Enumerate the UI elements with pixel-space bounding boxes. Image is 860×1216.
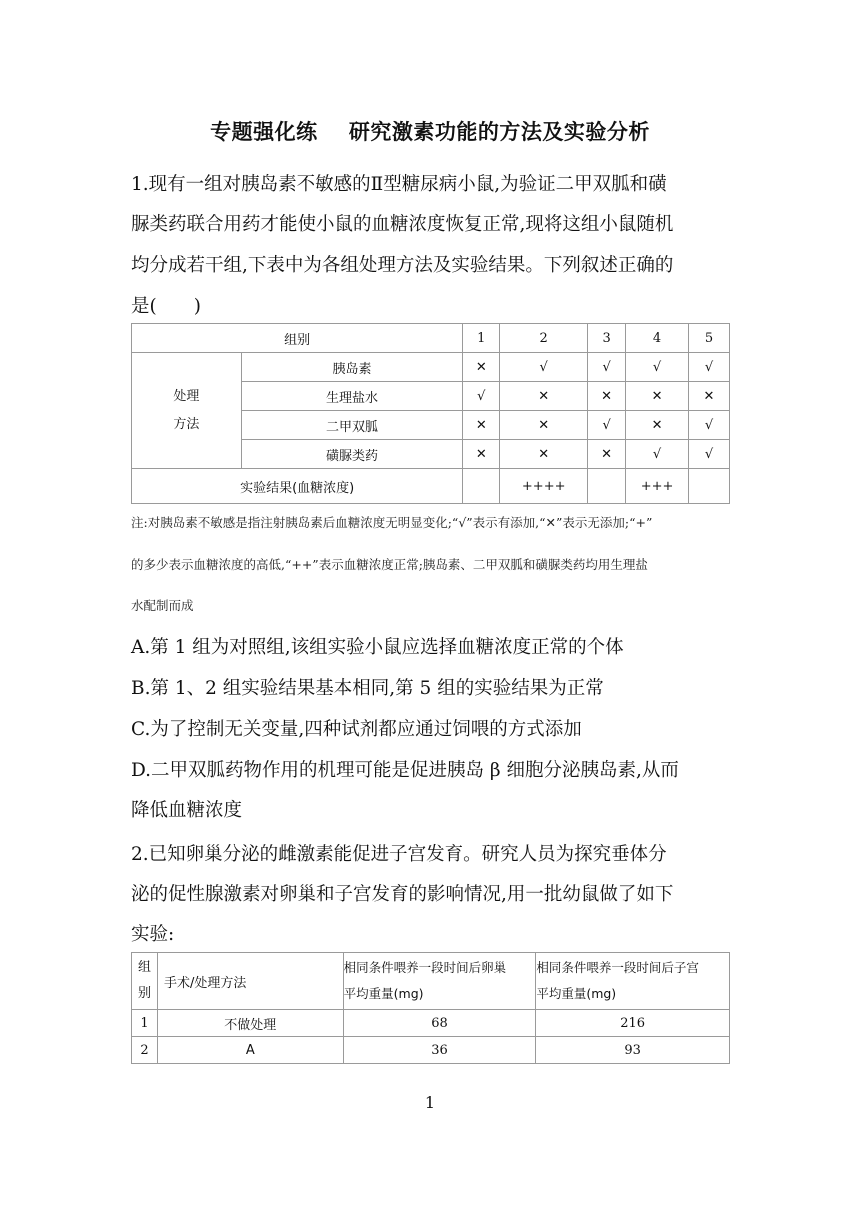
table-cell: ✕ <box>588 440 626 469</box>
q1-option-a: A.第 1 组为对照组,该组实验小鼠应选择血糖浓度正常的个体 <box>131 637 624 658</box>
treatment-label-line-1: 处理 <box>173 388 200 404</box>
result-cell <box>689 469 730 504</box>
ovary-header-line-2: 平均重量(mg) <box>343 986 424 1001</box>
q2-stem-line-2: 泌的促性腺激素对卵巢和子宫发育的影响情况,用一批幼鼠做了如下 <box>131 884 674 905</box>
table-cell: 93 <box>536 1037 730 1064</box>
table-cell: √ <box>626 353 689 382</box>
table-cell: √ <box>588 411 626 440</box>
table-cell: ✕ <box>500 440 588 469</box>
table-cell: ✕ <box>626 382 689 411</box>
result-cell <box>463 469 500 504</box>
ovary-header-line-1: 相同条件喂养一段时间后卵巢 <box>343 960 507 975</box>
page-number: 1 <box>424 1093 436 1112</box>
table-row <box>132 953 730 1010</box>
page-title <box>0 116 860 146</box>
table-cell: √ <box>689 440 730 469</box>
treatment-label-line-2: 方法 <box>173 416 200 432</box>
q1-stem-line-3: 均分成若干组,下表中为各组处理方法及实验结果。下列叙述正确的 <box>131 255 674 276</box>
result-cell <box>588 469 626 504</box>
q1-option-d-line-1: D.二甲双胍药物作用的机理可能是促进胰岛 β 细胞分泌胰岛素,从而 <box>131 760 679 781</box>
reagent-name: 生理盐水 <box>241 382 463 411</box>
uterus-header-line-1: 相同条件喂养一段时间后子宫 <box>536 960 699 975</box>
table-cell: √ <box>626 440 689 469</box>
uterus-header <box>536 953 730 1010</box>
table-cell: √ <box>588 353 626 382</box>
table-cell: ✕ <box>689 382 730 411</box>
table-row <box>132 469 730 504</box>
group-header: 组别 <box>132 324 463 353</box>
q1-option-c: C.为了控制无关变量,四种试剂都应通过饲喂的方式添加 <box>131 719 582 740</box>
table-row <box>132 353 730 382</box>
table-cell: 68 <box>343 1010 536 1037</box>
result-cell: +++ <box>626 469 689 504</box>
table-cell: ✕ <box>500 411 588 440</box>
reagent-name: 磺脲类药 <box>241 440 463 469</box>
table-cell: ✕ <box>626 411 689 440</box>
group-number: 5 <box>689 324 730 353</box>
q2-stem-line-3: 实验: <box>131 924 175 945</box>
result-cell: ++++ <box>500 469 588 504</box>
q1-option-d-line-2: 降低血糖浓度 <box>131 800 243 821</box>
table-row <box>132 324 730 353</box>
table-cell: 216 <box>536 1010 730 1037</box>
table-cell: ✕ <box>588 382 626 411</box>
q1-table <box>131 323 730 504</box>
table-cell: √ <box>689 411 730 440</box>
reagent-name: 二甲双胍 <box>241 411 463 440</box>
table-cell: √ <box>463 382 500 411</box>
q1-note-line-1: 注:对胰岛素不敏感是指注射胰岛素后血糖浓度无明显变化;“√”表示有添加,“✕”表示无添加;“+” <box>131 515 653 530</box>
table-cell: ✕ <box>463 353 500 382</box>
ovary-header <box>343 953 536 1010</box>
q1-stem-line-1: 1.现有一组对胰岛素不敏感的Ⅱ型糖尿病小鼠,为验证二甲双胍和磺 <box>131 174 667 195</box>
title-part-1: 专题强化练 <box>210 120 318 144</box>
group-header-line-2: 别 <box>137 986 151 1001</box>
table-cell: ✕ <box>463 411 500 440</box>
table-row <box>132 1037 730 1064</box>
table-cell: 2 <box>132 1037 158 1064</box>
q1-note-line-2: 的多少表示血糖浓度的高低,“++”表示血糖浓度正常;胰岛素、二甲双胍和磺脲类药均用生理盐 <box>131 557 648 572</box>
uterus-header-line-2: 平均重量(mg) <box>536 986 617 1001</box>
group-number: 1 <box>463 324 500 353</box>
table-cell: 不做处理 <box>157 1010 343 1037</box>
treatment-label <box>132 353 242 469</box>
q1-stem-line-4: 是( ) <box>131 296 201 317</box>
table-cell: 1 <box>132 1010 158 1037</box>
q1-note-line-3: 水配制而成 <box>131 598 194 613</box>
q2-stem-line-1: 2.已知卵巢分泌的雌激素能促进子宫发育。研究人员为探究垂体分 <box>131 844 667 865</box>
title-part-2: 研究激素功能的方法及实验分析 <box>348 120 650 144</box>
table-cell: 36 <box>343 1037 536 1064</box>
q1-option-b: B.第 1、2 组实验结果基本相同,第 5 组的实验结果为正常 <box>131 678 604 699</box>
table-cell: A <box>157 1037 343 1064</box>
q2-table <box>131 952 730 1064</box>
group-number: 3 <box>588 324 626 353</box>
result-label: 实验结果(血糖浓度) <box>132 469 463 504</box>
group-header <box>132 953 158 1010</box>
q1-stem-line-2: 脲类药联合用药才能使小鼠的血糖浓度恢复正常,现将这组小鼠随机 <box>131 214 674 235</box>
table-row <box>132 1010 730 1037</box>
group-header-line-1: 组 <box>137 960 151 975</box>
table-cell: √ <box>500 353 588 382</box>
table-cell: ✕ <box>500 382 588 411</box>
group-number: 2 <box>500 324 588 353</box>
method-header: 手术/处理方法 <box>157 953 343 1010</box>
group-number: 4 <box>626 324 689 353</box>
table-cell: ✕ <box>463 440 500 469</box>
table-cell: √ <box>689 353 730 382</box>
reagent-name: 胰岛素 <box>241 353 463 382</box>
